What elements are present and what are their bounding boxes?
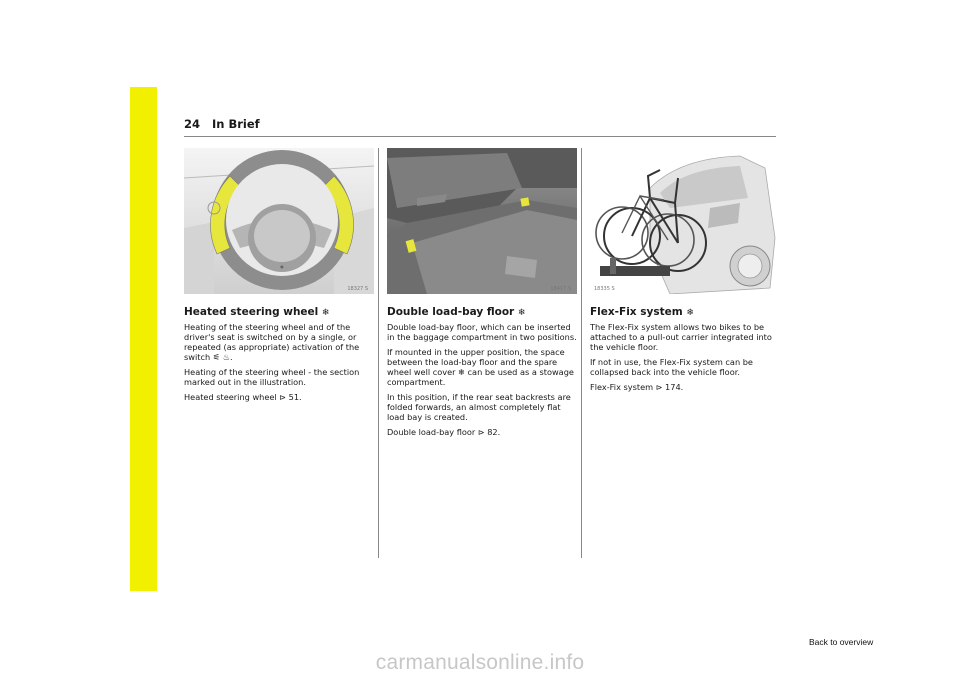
image-code: 18327 S [347,286,368,292]
column-double-load-bay-floor [387,148,577,443]
yellow-side-tab [130,87,157,591]
watermark: carmanualsonline.info [375,651,585,674]
reference-text: Double load-bay floor [387,427,476,437]
snowflake-icon: ❄ [321,308,330,318]
reference-page: 174. [665,382,684,392]
page-arrow-icon: ⊳ [477,428,485,437]
heading-text: Flex-Fix system [590,306,683,318]
page-header [184,117,260,131]
paragraph: In this position, if the rear seat backrests are folded forwards, an almost completely flat load bay is created. [387,392,571,422]
section-title: In Brief [212,117,260,131]
page-number: 24 [184,117,201,131]
heading-text: Double load-bay floor [387,306,515,318]
page-reference-link[interactable] [184,392,374,403]
column-flex-fix-system [590,148,780,398]
heading-text: Heated steering wheel [184,306,319,318]
page-arrow-icon: ⊳ [655,383,663,392]
paragraph: If mounted in the upper position, the space between the load-bay floor and the spare wheel well cover ❄ can be used as a stowage compartment. [387,347,574,387]
paragraph: Heating of the steering wheel - the section marked out in the illustration. [184,367,360,387]
column-divider [378,148,379,558]
back-to-overview-link[interactable]: Back to overview [809,637,874,647]
paragraph: Double load-bay floor, which can be inserted in the baggage compartment in two positions. [387,322,577,342]
page-reference-link[interactable] [590,382,780,393]
section-heading [184,306,374,320]
page-arrow-icon: ⊳ [279,393,286,402]
load-bay-illustration [387,148,577,294]
image-code: 18417 S [550,286,571,292]
paragraph: The Flex-Fix system allows two bikes to be attached to a pull-out carrier integrated into the vehicle floor. [590,322,772,352]
page-reference-link[interactable] [387,427,577,438]
snowflake-icon: ❄ [517,308,526,318]
snowflake-icon: ❄ [686,308,694,318]
section-heading [590,306,780,320]
flex-fix-bike-carrier-illustration [590,148,780,294]
reference-text: Flex-Fix system [590,382,654,392]
paragraph: Heating of the steering wheel and of the driver's seat is switched on by a single, or repeated (as appropriate) activation of the switch ⚟ ♨. [184,322,360,362]
svg-text:●: ● [280,264,284,269]
paragraph: If not in use, the Flex-Fix system can be collapsed back into the vehicle floor. [590,357,753,377]
header-rule [184,136,776,137]
reference-text: Heated steering wheel [184,392,277,402]
steering-wheel-illustration [184,148,374,294]
column-heated-steering-wheel [184,148,374,408]
column-divider [581,148,582,558]
reference-page: 51. [288,392,302,402]
image-code: 18335 S [594,286,615,292]
reference-page: 82. [487,427,501,437]
section-heading [387,306,577,320]
